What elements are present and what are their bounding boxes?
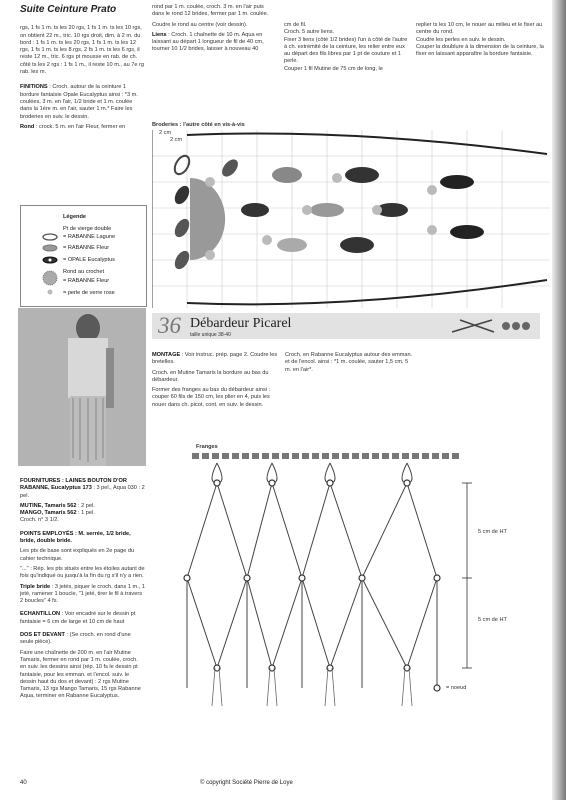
bead-icon [46, 288, 54, 296]
paragraph: rond par 1 m. coulée, croch. 3 m. en l'air puis dans le rond 12 brides, fermer par 1 m. coulée. [152, 4, 269, 18]
needles-icon [450, 318, 532, 334]
height-label: 5 cm de HT [478, 529, 507, 535]
section-title: Suite Ceinture Prato [20, 4, 117, 15]
dimension-label: 2 cm [159, 130, 172, 136]
embroidery-diagram [152, 130, 550, 308]
paragraph: Former des franges au bas du débardeur ainsi : couper 60 fils de 150 cm, les plier en 4, puis les nouer dans ch. picot, cont. en suiv. le dessin. [152, 387, 271, 408]
paragraph: Croch. 5 autre liens. [284, 29, 335, 36]
paragraph: cm de fil. [284, 22, 307, 28]
fringe-diagram [152, 438, 562, 708]
legend-item: = RABANNE Lagune [63, 234, 116, 240]
page-number: 40 [20, 780, 27, 786]
legend-title: Légende [63, 214, 87, 220]
paragraph: : 3 pel., Aqua 030 : 2 pel. [20, 485, 145, 499]
label-finitions: FINITIONS [20, 84, 48, 91]
col-4 [416, 22, 544, 58]
paragraph: Fixer 3 liens (côté 1/2 brides) l'un à côté de l'autre à ch. extrémité de la ceinture, les relier entre eux au départ des fils libres par 1 pt de couture et 1 perle. [284, 36, 408, 65]
value: : 1 pel. [76, 510, 95, 517]
crochet-round-icon [41, 270, 59, 286]
paragraph: "..." : Rép. les pts situés entre les étoiles autant de fois qu'indiqué ou jusqu'à la fin du rg s'il n'y a rien. [20, 565, 145, 580]
scan-edge [552, 0, 566, 800]
paragraph: rgs, 1 fs 1 m. ts les 20 rgs, 1 fs 1 m. ts les 10 rgs, on obtient 22 m., tric. 10 rgs droit, dim. à 2 m. du bord : 1 fs 1 m. ts les 20 rgs, 1 fs 1 m. ts les 12 rgs, 1 fs 1 m. ts les 8 rgs, 2 fs 1 m. ts les 6 rgs, il reste 12 m., tric. 6 rgs pt mousse en rab. de ch. côté ts les 2 rgs : 1 fs 1 m., il reste 10 m., au 7e rg rab. les m. [20, 25, 145, 76]
paragraph: Coudre le rond au centre (voir dessin). [152, 21, 248, 28]
paragraph: Coudre les perles en suiv. le dessin. [416, 36, 506, 43]
paragraph: : Voir encadré sur le dessin pt fantaisie = 6 cm de large et 10 cm de haut [20, 611, 136, 625]
legend-item: = perle de verre rose [63, 290, 115, 296]
paragraph: : Croch. 1 chaînette de 10 m. Aqua en laissant au départ 1 longueur de fil de 40 cm, tourner 10 1/2 brides, laisser à nouveau 40 [152, 31, 264, 53]
knot-legend: = noeud [446, 685, 467, 691]
label-points: POINTS EMPLOYÉS : M. serrée, 1/2 bride, bride, double bride. [20, 530, 131, 545]
pattern-title: Débardeur Picarel [190, 316, 292, 331]
paragraph: Les pts de base sont expliqués en 2e page du cahier technique. [20, 548, 135, 562]
pattern-number: 36 [158, 313, 181, 338]
label-echantillon: ECHANTILLON [20, 611, 61, 618]
paragraph: : 3 jetés, piquer le croch. dans 1 m., 1 jeté, ramener 1 boucle, "1 jeté, tirer le fil à travers 2 boucles" 4 fs. [20, 583, 145, 605]
col-3 [284, 22, 409, 73]
paragraph: : Croch. autour de la ceinture 1 bordure fantaisie Opale Eucalyptus ainsi : *3 m. coulées, 3 m. en l'air, 1/2 bride et 1 m. coulée dans la 1ère m. en l'air, sauter 1 m.* Faire les broderies en suiv. le dessin. [20, 84, 138, 120]
pattern-size: taille unique 38-40 [190, 332, 231, 338]
paragraph: Croch. n° 3 1/2. [20, 517, 59, 524]
label-triple: Triple bride [20, 583, 51, 590]
copyright: © copyright Société Pierre de Loye [200, 780, 293, 786]
label-rond: Rond [20, 123, 35, 130]
legend-box [20, 205, 147, 307]
paragraph: Couper 1 fil Mutine de 75 cm de long, le [284, 65, 383, 72]
dimension-label: 2 cm [170, 137, 183, 143]
legend-section: Rond au crochet [63, 269, 105, 275]
leaf-icon [41, 233, 61, 267]
label-dos: DOS ET DEVANT [20, 632, 65, 639]
legend-section: Pt de vierge double [63, 226, 112, 232]
model-photo [18, 308, 146, 466]
paragraph: : Voir instruc. prép. page 2. Coudre les bretelles. [152, 352, 278, 366]
legend-item: = RABANNE Fleur [63, 278, 110, 284]
value: : 2 pel. [76, 502, 95, 509]
paragraph: Couper la doublure à la dimension de la ceinture, la fixer en laissant apparaître la bordure fantaisie. [416, 43, 544, 58]
instructions-col [20, 478, 145, 704]
montage-col-2 [285, 352, 413, 377]
label-mango: MANGO, Tamaris 562 [20, 510, 77, 517]
paragraph: : (Se croch. en rond d'une seule pièce). [20, 632, 131, 646]
col-1 [20, 6, 145, 134]
label-mutine: MUTINE, Tamaris 562 [20, 502, 77, 509]
label-liens: Liens [152, 31, 167, 38]
montage-col [152, 352, 278, 412]
paragraph: Croch. en Rabanne Eucalyptus autour des emman. et de l'encol. ainsi : *1 m. coulée, sauter 1,5 cm, 5 m. en l'air*. [285, 352, 413, 373]
franges-label: Franges [196, 444, 218, 450]
paragraph: replier ts les 10 cm, le nouer au milieu et le fixer au centre du rond. [416, 22, 543, 36]
diagram-caption: Broderies : l'autre côté en vis-à-vis [152, 122, 245, 128]
label-montage: MONTAGE [152, 352, 181, 358]
col-2 [152, 4, 277, 57]
label-fournitures: FOURNITURES : LAINES BOUTON D'OR RABANNE, Eucalyptus 173 [20, 478, 127, 492]
paragraph: : crock. 5 m. en l'air Fleur, fermer en [34, 123, 126, 130]
legend-item: = RABANNE Fleur [63, 245, 110, 251]
paragraph: Croch. en Mutine Tamaris la bordure au bas du débardeur. [152, 369, 269, 383]
paragraph: Faire une chaînette de 200 m. en l'air Mutine Tamaris, fermer en rond par 1 m. coulée, croch. en suiv. les dessins ainsi (rép. 10 fs le dessin pt fantaisie, pour les emman. et l'encol. suiv. le dessin haut du dos et devant) : 2 rgs Mutine Tamaris, 13 rgs Mango Tamaris, 15 rgs Rabanne Aqua, terminer en Rabanne Eucalyptus. [20, 649, 141, 700]
height-label: 5 cm de HT [478, 617, 507, 623]
legend-item: = OPALE Eucalyptus [63, 257, 115, 263]
